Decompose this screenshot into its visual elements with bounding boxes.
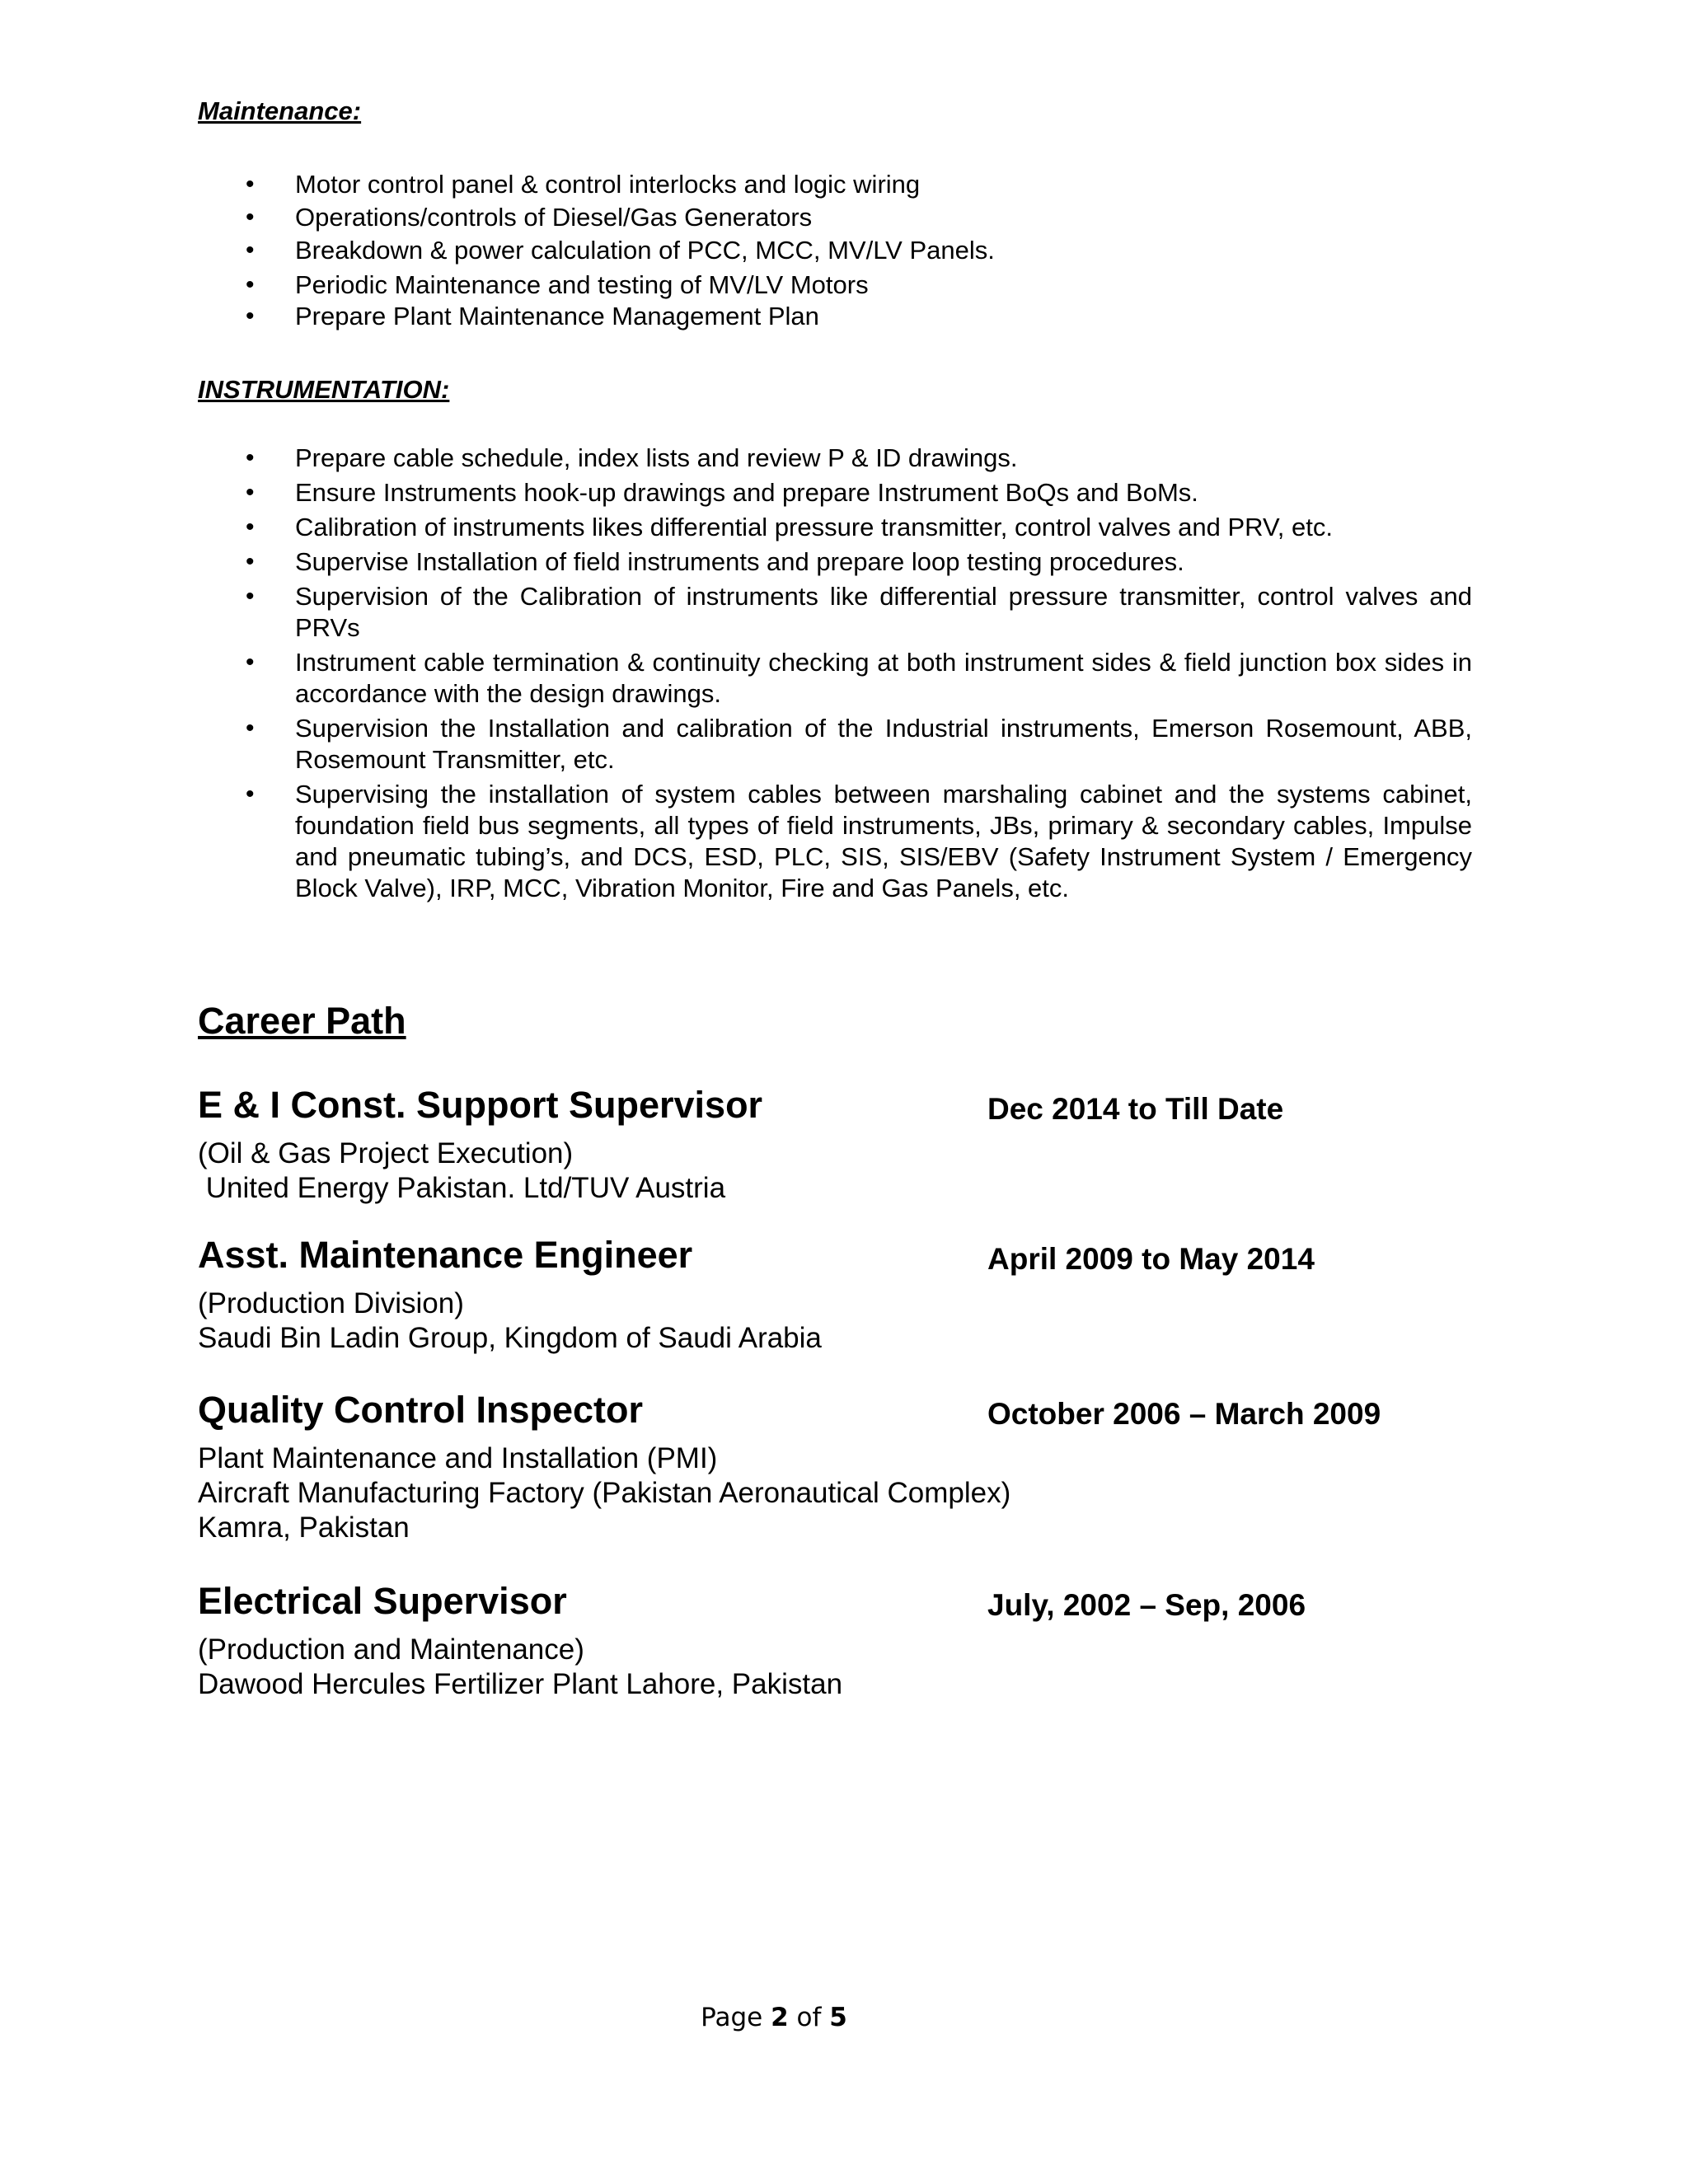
list-item: • Calibration of instruments likes differential pressure transmitter, control valves and PRV, etc. bbox=[198, 512, 1472, 543]
job-detail-line: Plant Maintenance and Installation (PMI) bbox=[198, 1442, 718, 1474]
maintenance-list bbox=[198, 169, 1472, 332]
list-item: • Motor control panel & control interlocks and logic wiring bbox=[198, 169, 1472, 200]
total-pages-number: 5 bbox=[829, 2003, 847, 2032]
of-label: of bbox=[796, 2003, 822, 2032]
job-detail-line: United Energy Pakistan. Ltd/TUV Austria bbox=[198, 1172, 726, 1204]
job-dates: Dec 2014 to Till Date bbox=[987, 1092, 1284, 1126]
list-item: • Instrument cable termination & continuity checking at both instrument sides & field junction box sides in accordance with the design drawings. bbox=[198, 647, 1472, 710]
list-item: • Ensure Instruments hook-up drawings and prepare Instrument BoQs and BoMs. bbox=[198, 477, 1472, 509]
list-item: • Supervise Installation of field instruments and prepare loop testing procedures. bbox=[198, 546, 1472, 578]
instrumentation-heading: INSTRUMENTATION: bbox=[198, 375, 450, 404]
instrumentation-list bbox=[198, 443, 1472, 904]
job-dates: April 2009 to May 2014 bbox=[987, 1242, 1315, 1276]
job-dates: October 2006 – March 2009 bbox=[987, 1397, 1381, 1431]
list-item: • Supervision of the Calibration of instruments like differential pressure transmitter, control valves and PRVs bbox=[198, 581, 1472, 644]
page-footer bbox=[0, 2003, 1548, 2032]
list-item: • Operations/controls of Diesel/Gas Generators bbox=[198, 202, 1472, 233]
career-path-heading: Career Path bbox=[198, 1000, 406, 1042]
job-detail-line: Saudi Bin Ladin Group, Kingdom of Saudi Arabia bbox=[198, 1322, 822, 1354]
job-detail-line: (Production Division) bbox=[198, 1287, 464, 1319]
job-title: Quality Control Inspector bbox=[198, 1389, 644, 1431]
list-item: • Breakdown & power calculation of PCC, MCC, MV/LV Panels. bbox=[198, 235, 1472, 266]
job-detail-line: Kamra, Pakistan bbox=[198, 1511, 410, 1544]
job-title: Electrical Supervisor bbox=[198, 1580, 567, 1622]
job-title: Asst. Maintenance Engineer bbox=[198, 1234, 693, 1276]
job-details bbox=[198, 1286, 822, 1356]
list-item: • Supervision the Installation and calibration of the Industrial instruments, Emerson Rosemount, ABB, Rosemount Transmitter, etc. bbox=[198, 713, 1472, 776]
list-item: • Periodic Maintenance and testing of MV/LV Motors bbox=[198, 269, 1472, 301]
job-detail-line: Dawood Hercules Fertilizer Plant Lahore, Pakistan bbox=[198, 1668, 843, 1700]
list-item: • Supervising the installation of system cables between marshaling cabinet and the systems cabinet, foundation field bus segments, all types of field instruments, JBs, primary & secondary cables, Impulse and pneumatic tubing’s, and DCS, ESD, PLC, SIS, SIS/EBV (Safety Instrument System / Emergency Block Valve), IRP, MCC, Vibration Monitor, Fire and Gas Panels, etc. bbox=[198, 779, 1472, 904]
job-details bbox=[198, 1441, 1010, 1545]
current-page-number: 2 bbox=[771, 2003, 789, 2032]
job-details bbox=[198, 1137, 725, 1206]
maintenance-heading: Maintenance: bbox=[198, 96, 362, 125]
job-details bbox=[198, 1633, 842, 1702]
job-title: E & I Const. Support Supervisor bbox=[198, 1084, 763, 1126]
job-detail-line: Aircraft Manufacturing Factory (Pakistan Aeronautical Complex) bbox=[198, 1477, 1011, 1509]
job-dates: July, 2002 – Sep, 2006 bbox=[987, 1588, 1306, 1622]
list-item: • Prepare Plant Maintenance Management Plan bbox=[198, 301, 1472, 332]
page-label: Page bbox=[701, 2003, 763, 2032]
job-detail-line: (Production and Maintenance) bbox=[198, 1633, 584, 1666]
list-item: • Prepare cable schedule, index lists and review P & ID drawings. bbox=[198, 443, 1472, 474]
job-detail-line: (Oil & Gas Project Execution) bbox=[198, 1137, 574, 1169]
